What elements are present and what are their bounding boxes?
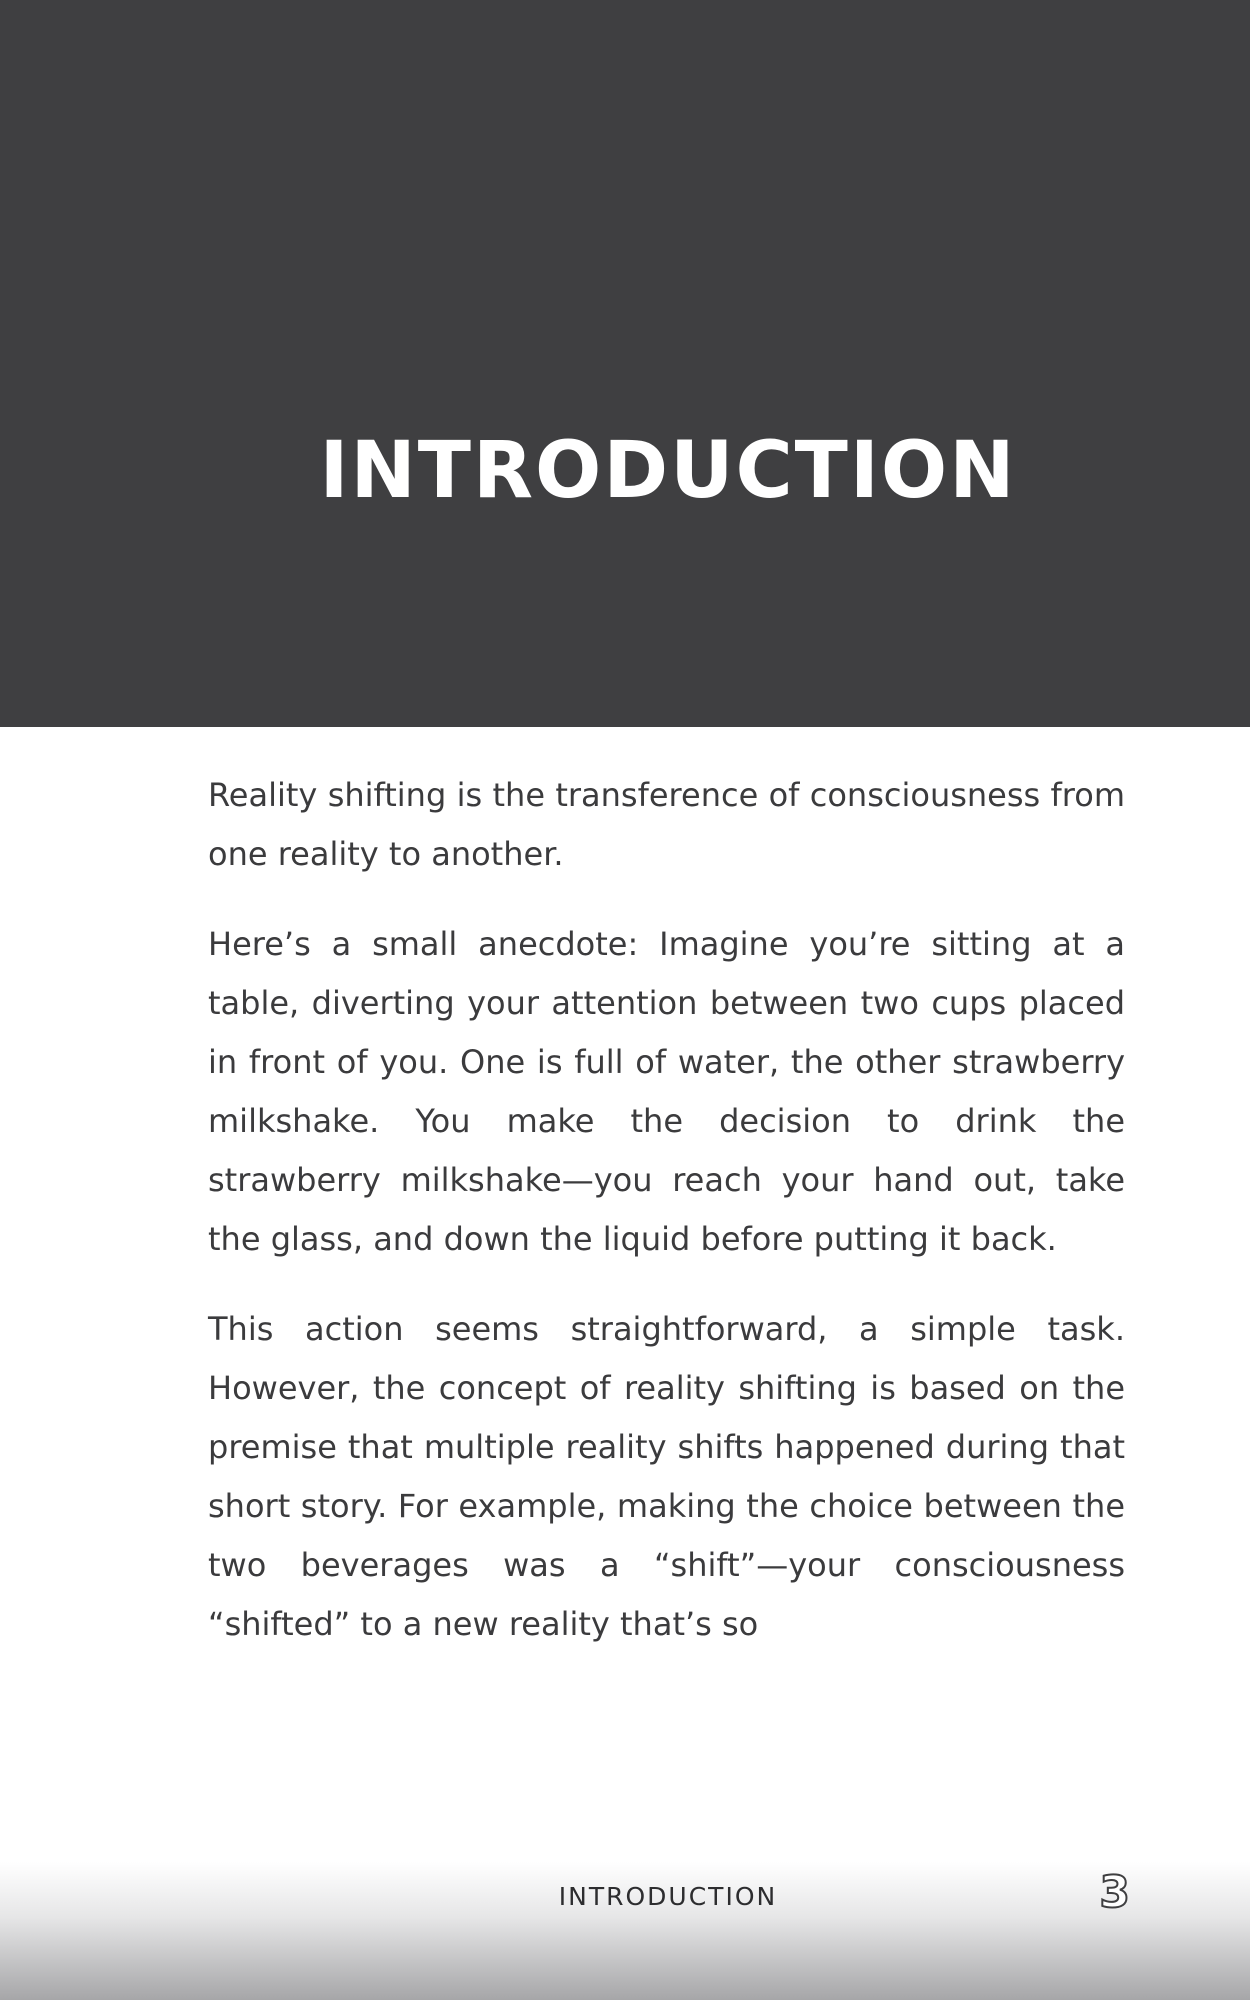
page-number: 3: [1099, 1867, 1130, 1918]
chapter-title: INTRODUCTION: [319, 426, 1017, 516]
body-text: [208, 766, 1125, 1685]
paragraph: Reality shifting is the transference of consciousness from one reality to another.: [208, 776, 1125, 873]
paragraph: Here’s a small anecdote: Imagine you’re sitting at a table, diverting your attention between two cups placed in front of you. One is full of water, the other strawberry milkshake. You make the decision to drink the strawberry milkshake—you reach your hand out, take the glass, and down the liquid before putting it back.: [208, 925, 1125, 1258]
paragraph: This action seems straightforward, a simple task. However, the concept of reality shifting is based on the premise that multiple reality shifts happened during that short story. For example, making the choice between the two beverages was a “shift”—your consciousness “shifted” to a new reality that’s so: [208, 1310, 1125, 1643]
chapter-header-banner: [0, 0, 1250, 727]
running-head: INTRODUCTION: [558, 1882, 778, 1911]
